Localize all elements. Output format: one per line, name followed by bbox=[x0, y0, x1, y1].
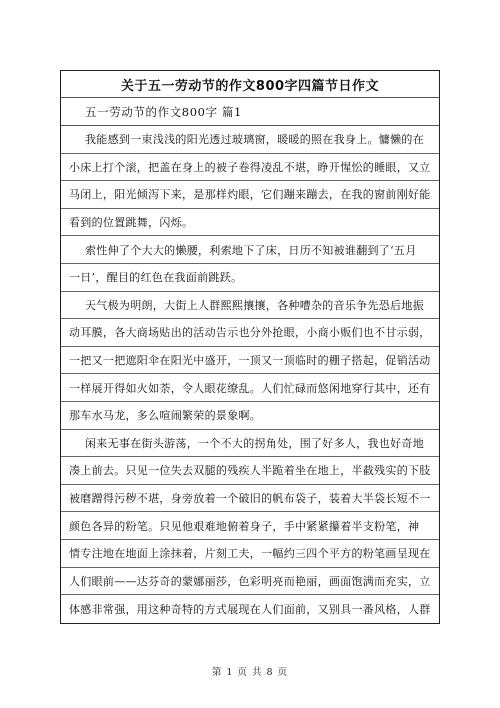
paragraph-line: 凑上前去。只见一位失去双腿的残疾人半跪着坐在地上，半截残实的下肢 bbox=[61, 457, 439, 485]
paragraph-line: 一日’，醒目的红色在我面前跳跃。 bbox=[61, 264, 439, 292]
paragraph-line: 动耳膜，各大商场贴出的活动告示也分外抢眼，小商小贩们也不甘示弱， bbox=[61, 319, 439, 347]
paragraph-line: 情专注地在地面上涂抹着，片刻工夫，一幅约三四个平方的粉笔画呈现在 bbox=[61, 540, 439, 568]
paragraph bbox=[61, 430, 439, 623]
paragraph-line: 一把又一把遮阳伞在阳光中盛开，一顶又一顶临时的棚子搭起，促销活动 bbox=[61, 347, 439, 375]
paragraph-line: 人们眼前——达芬奇的蒙娜丽莎，色彩明亮而艳丽，画面饱满而充实，立 bbox=[61, 568, 439, 596]
paragraph-line: 闲来无事在街头游荡，一个不大的拐角处，围了好多人，我也好奇地 bbox=[61, 430, 439, 458]
paragraph bbox=[61, 126, 439, 236]
paragraph-line: 那车水马龙，多么喧闹繁荣的景象啊。 bbox=[61, 402, 439, 430]
paragraph-line: 一样展开得如火如荼，令人眼花缭乱。人们忙碌而悠闲地穿行其中，还有 bbox=[61, 374, 439, 402]
page-number-footer: 第 1 页 共 8 页 bbox=[211, 667, 289, 678]
paragraph-line: 体感非常强，用这种奇特的方式展现在人们面前，又别具一番风格，人群 bbox=[69, 602, 431, 616]
paragraph-line: 颜色各异的粉笔。只见他艰难地俯着身子，手中紧紧攥着半支粉笔，神 bbox=[61, 512, 439, 540]
document-title: 关于五一劳动节的作文800字四篇节日作文 bbox=[61, 71, 439, 98]
essay-body bbox=[61, 126, 439, 623]
paragraph-line: 小床上打个滚，把盖在身上的被子卷得凌乱不堪，睁开惺忪的睡眼，又立 bbox=[61, 154, 439, 182]
paragraph-line: 看到的位置跳舞，闪烁。 bbox=[61, 209, 439, 237]
paragraph-line: 我能感到一束浅浅的阳光透过玻璃窗，暖暖的照在我身上。慵懒的在 bbox=[61, 126, 439, 154]
document-sheet bbox=[60, 70, 440, 624]
paragraph-line: 索性伸了个大大的懒腰，利索地下了床，日历不知被谁翻到了‘五月 bbox=[61, 236, 439, 264]
paragraph bbox=[61, 292, 439, 430]
paragraph-line: 马闭上，阳光倾泻下来，是那样灼眼，它们蹦来蹦去，在我的窗前刚好能 bbox=[61, 181, 439, 209]
paragraph bbox=[61, 236, 439, 291]
paragraph-line: 被磨蹭得污秽不堪，身旁放着一个破旧的帆布袋子，装着大半袋长短不一 bbox=[61, 485, 439, 513]
paragraph-line: 天气极为明朗，大街上人群熙熙攘攘，各种嘈杂的音乐争先恐后地振 bbox=[61, 292, 439, 320]
section-heading: 五一劳动节的作文800字 篇1 bbox=[61, 98, 439, 126]
